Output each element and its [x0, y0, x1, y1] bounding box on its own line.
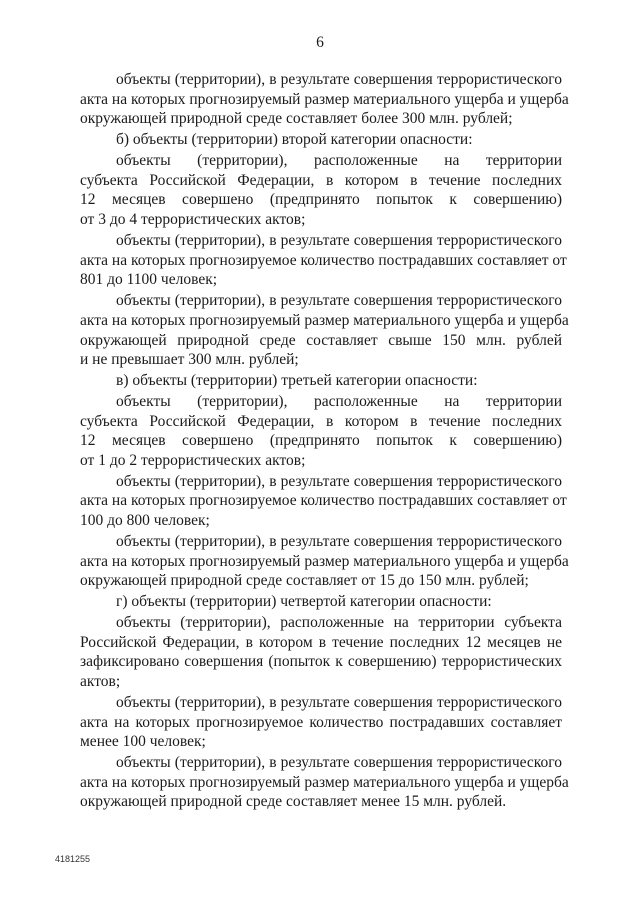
paragraph: [80, 592, 562, 612]
text-line: объекты (территории), в результате совершения террористического: [116, 231, 562, 249]
text-line: объекты (территории), в результате совершения террористического: [116, 71, 562, 88]
paragraph: [80, 693, 562, 752]
text-line: окружающей природной среде составляет свыше 150 млн. рублей: [80, 331, 562, 349]
text-line: акта на которых прогнозируемое количество пострадавших составляет от: [80, 492, 567, 510]
text-line: объекты (территории), расположенные на территории субъекта: [116, 613, 562, 631]
document-code: 4181255: [55, 854, 91, 864]
text-line: 100 до 800 человек;: [80, 512, 210, 530]
text-line: объекты (территории), расположенные на территории: [116, 392, 562, 410]
text-line: в) объекты (территории) третьей категории опасности:: [116, 372, 478, 390]
text-line: г) объекты (территории) четвертой категории опасности:: [116, 593, 492, 611]
paragraph: [80, 231, 567, 290]
paragraph: [80, 472, 567, 531]
text-line: акта на которых прогнозируемый размер материального ущерба и ущерба: [80, 552, 569, 570]
paragraph: [80, 753, 569, 812]
text-line: акта на которых прогнозируемое количество пострадавших составляет: [80, 713, 562, 731]
text-line: окружающей природной среде составляет менее 15 млн. рублей.: [80, 793, 507, 811]
text-line: субъекта Российской Федерации, в котором в течение последних: [80, 412, 562, 430]
text-line: объекты (территории), в результате совершения террористического: [116, 532, 562, 550]
paragraph: [80, 130, 562, 150]
text-line: объекты (территории), в результате совершения террористического: [116, 754, 562, 772]
page-number: 6: [316, 34, 324, 51]
text-line: объекты (территории), расположенные на территории: [116, 152, 562, 169]
text-line: Российской Федерации, в котором в течение последних 12 месяцев не: [80, 633, 562, 651]
paragraph: [80, 151, 562, 230]
text-line: от 1 до 2 террористических актов;: [80, 451, 306, 469]
text-line: актов;: [80, 673, 121, 691]
text-line: акта на которых прогнозируемый размер материального ущерба и ущерба: [80, 311, 569, 329]
paragraph: [80, 392, 562, 471]
text-line: зафиксировано совершения (попыток к совершению) террористических: [80, 653, 562, 671]
paragraph: [80, 613, 562, 692]
text-line: акта на которых прогнозируемое количество пострадавших составляет от: [80, 251, 567, 269]
paragraph: [80, 532, 569, 591]
text-line: акта на которых прогнозируемый размер материального ущерба и ущерба: [80, 773, 569, 791]
text-line: объекты (территории), в результате совершения террористического: [116, 472, 562, 490]
paragraph: [80, 70, 569, 129]
text-line: б) объекты (территории) второй категории опасности:: [116, 131, 473, 149]
text-line: 12 месяцев совершено (предпринято попыток к совершению): [80, 432, 562, 450]
text-line: 801 до 1100 человек;: [80, 271, 218, 289]
text-line: и не превышает 300 млн. рублей;: [80, 351, 299, 369]
text-line: субъекта Российской Федерации, в котором в течение последних: [80, 171, 562, 189]
text-line: объекты (территории), в результате совершения террористического: [116, 693, 562, 711]
text-line: окружающей природной среде составляет от 15 до 150 млн. рублей;: [80, 572, 529, 590]
document-body: [80, 70, 569, 813]
paragraph: [80, 371, 562, 391]
text-line: менее 100 человек;: [80, 733, 206, 751]
text-line: 12 месяцев совершено (предпринято попыток к совершению): [80, 191, 562, 209]
text-line: от 3 до 4 террористических актов;: [80, 211, 306, 229]
text-line: окружающей природной среде составляет более 300 млн. рублей;: [80, 110, 513, 128]
text-line: объекты (территории), в результате совершения террористического: [116, 292, 562, 310]
text-line: акта на которых прогнозируемый размер материального ущерба и ущерба: [80, 90, 569, 108]
paragraph: [80, 291, 569, 370]
